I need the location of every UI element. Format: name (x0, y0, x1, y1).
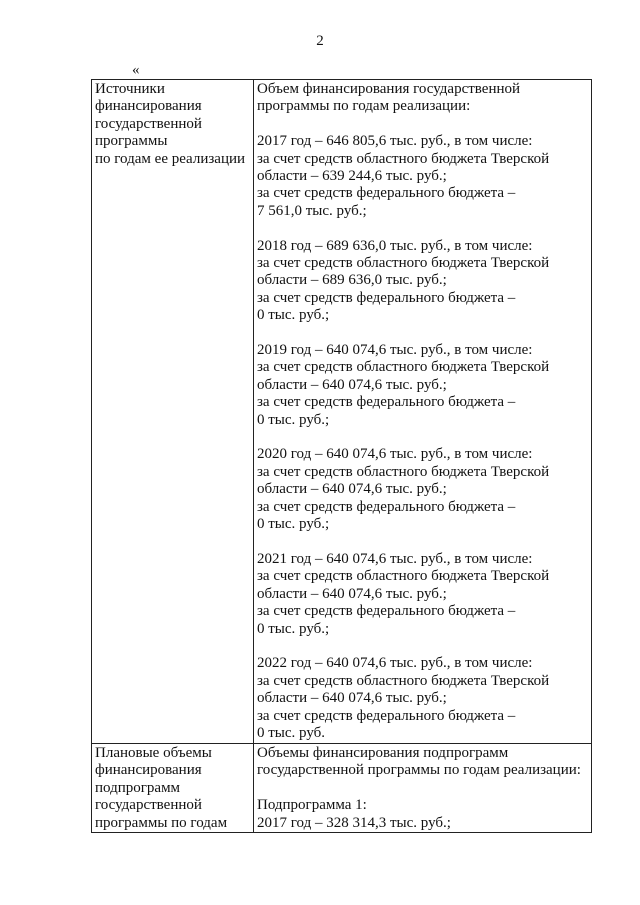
year-line: области – 639 244,6 тыс. руб.; (257, 168, 447, 185)
label-line: по годам ее реализации (95, 150, 246, 167)
year-line: за счет средств федерального бюджета – (257, 185, 516, 202)
year-line: 0 тыс. руб.; (257, 516, 330, 533)
table-row-sources (92, 80, 592, 744)
year-block-2017 (257, 133, 588, 220)
year-line: области – 640 074,6 тыс. руб.; (257, 585, 447, 602)
label-line: программы (95, 133, 168, 150)
subprogram-line: Подпрограмма 1: (257, 797, 367, 814)
year-line: за счет средств областного бюджета Тверской (257, 150, 550, 167)
year-line: 2018 год – 689 636,0 тыс. руб., в том числе: (257, 237, 533, 254)
year-line: 0 тыс. руб. (257, 724, 326, 741)
year-line: за счет средств федерального бюджета – (257, 707, 516, 724)
year-block-2019 (257, 342, 588, 429)
year-block-2021 (257, 551, 588, 638)
label-line: финансирования (95, 98, 202, 115)
year-block-2022 (257, 655, 588, 742)
table-row-planned (92, 744, 592, 833)
year-line: за счет средств федерального бюджета – (257, 603, 516, 620)
label-line: финансирования (95, 762, 202, 779)
year-line: за счет средств федерального бюджета – (257, 498, 516, 515)
year-line: 0 тыс. руб.; (257, 307, 330, 324)
year-line: 0 тыс. руб.; (257, 620, 330, 637)
page-number: 2 (316, 33, 324, 49)
year-line: 2021 год – 640 074,6 тыс. руб., в том числе: (257, 550, 533, 567)
year-block-2018 (257, 238, 588, 325)
year-line: области – 640 074,6 тыс. руб.; (257, 481, 447, 498)
year-line: за счет средств федерального бюджета – (257, 394, 516, 411)
sources-content-cell (254, 80, 592, 744)
year-line: 2019 год – 640 074,6 тыс. руб., в том числе: (257, 342, 533, 359)
intro-line: Объемы финансирования подпрограмм (257, 745, 509, 761)
label-line: государственной (95, 115, 202, 132)
year-line: за счет средств областного бюджета Тверской (257, 463, 550, 480)
year-line: 2022 год – 640 074,6 тыс. руб., в том числе: (257, 655, 533, 672)
year-line: 2020 год – 640 074,6 тыс. руб., в том числе: (257, 446, 533, 463)
label-line: государственной (95, 797, 202, 814)
opening-quote: « (132, 62, 140, 78)
sources-label-cell (92, 80, 254, 744)
year-line: области – 689 636,0 тыс. руб.; (257, 272, 447, 289)
label-line: Источники (95, 81, 165, 97)
intro-line: государственной программы по годам реализации: (257, 762, 581, 779)
planned-label-cell (92, 744, 254, 833)
year-line: 0 тыс. руб.; (257, 411, 330, 428)
label-line: подпрограмм (95, 779, 181, 796)
planned-content-cell (254, 744, 592, 833)
year-line: за счет средств федерального бюджета – (257, 289, 516, 306)
label-line: Плановые объемы (95, 745, 212, 761)
year-line: за счет средств областного бюджета Тверской (257, 672, 550, 689)
year-line: 2017 год – 646 805,6 тыс. руб., в том числе: (257, 133, 533, 150)
year-line: 7 561,0 тыс. руб.; (257, 202, 367, 219)
subprogram-line: 2017 год – 328 314,3 тыс. руб.; (257, 814, 451, 831)
year-line: за счет средств областного бюджета Тверской (257, 359, 550, 376)
intro-line: программы по годам реализации: (257, 98, 471, 115)
year-line: за счет средств областного бюджета Тверской (257, 255, 550, 272)
year-line: области – 640 074,6 тыс. руб.; (257, 376, 447, 393)
year-line: за счет средств областного бюджета Тверской (257, 568, 550, 585)
year-block-2020 (257, 446, 588, 533)
year-line: области – 640 074,6 тыс. руб.; (257, 690, 447, 707)
label-line: программы по годам (95, 814, 228, 831)
intro-line: Объем финансирования государственной (257, 81, 521, 97)
financing-table (91, 79, 592, 833)
